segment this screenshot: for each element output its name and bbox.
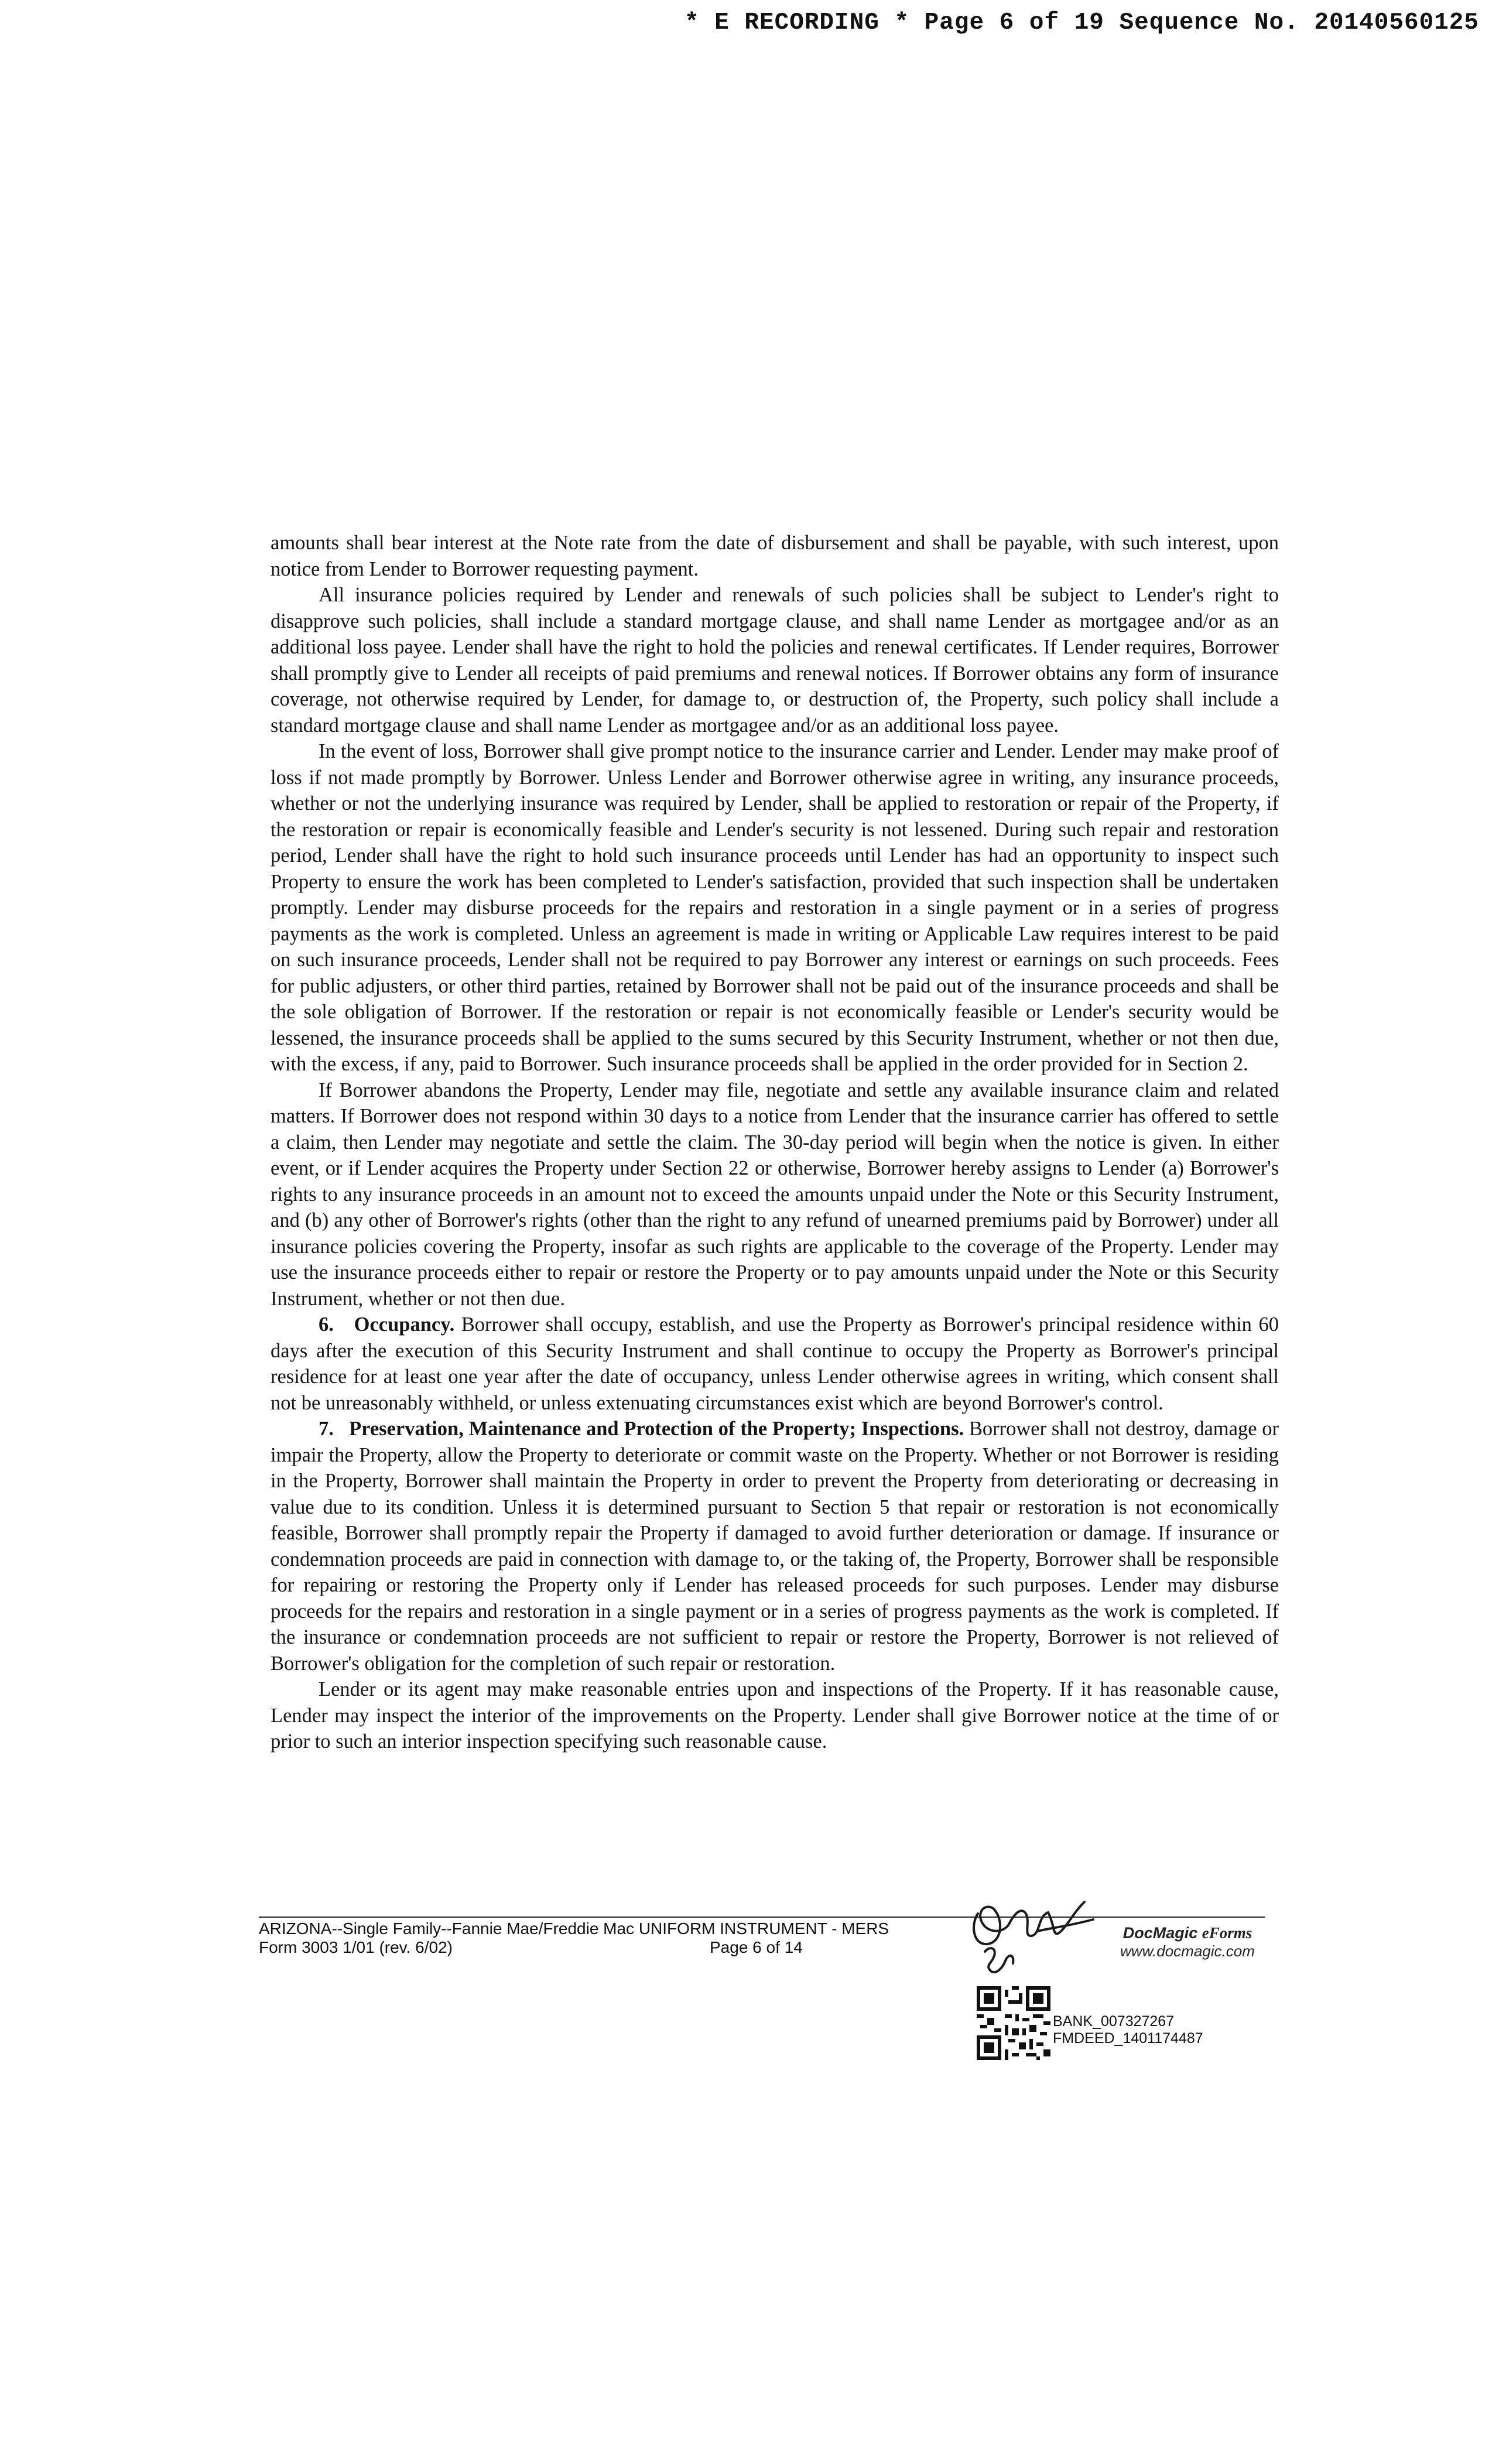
paragraph-event-of-loss: In the event of loss, Borrower shall give prompt notice to the insurance carrier and Lender. Lender may make proof of loss if not made promptly by Borrower. Unless Lender and Borrower otherwise agree in writing, any insurance proceeds, whether or not the underlying insurance was required by Lender, shall be applied to restoration or repair of the Property, if the restoration or repair is economically feasible and Lender's security is not lessened. During such repair and restoration period, Lender shall have the right to hold such insurance proceeds until Lender has had an opportunity to inspect such Property to ensure the work has been completed to Lender's satisfaction, provided that such inspection shall be undertaken promptly. Lender may disburse proceeds for the repairs and restoration in a single payment or in a series of progress payments as the work is completed. Unless an agreement is made in writing or Applicable Law requires interest to be paid on such insurance proceeds, Lender shall not be required to pay Borrower any interest or earnings on such proceeds. Fees for public adjusters, or other third parties, retained by Borrower shall not be paid out of the insurance proceeds and shall be the sole obligation of Borrower. If the restoration or repair is not economically feasible or Lender's security would be lessened, the insurance proceeds shall be applied to the sums secured by this Security Instrument, whether or not then due, with the excess, if any, paid to Borrower. Such insurance proceeds shall be applied in the order provided for in Section 2.	[271, 740, 1279, 1075]
document-body	[271, 530, 1279, 1755]
initials-signature-icon	[967, 1890, 1102, 1978]
section-7-text: Borrower shall not destroy, damage or impair the Property, allow the Property to deteriorate or commit waste on the Property. Whether or not Borrower is residing in the Property, Borrower shall maintain the Property in order to prevent the Property from deteriorating or decreasing in value due to its condition. Unless it is determined pursuant to Section 5 that repair or restoration is not economically feasible, Borrower shall promptly repair the Property if damaged to avoid further deterioration or damage. If insurance or condemnation proceeds are paid in connection with damage to, or the taking of, the Property, Borrower shall be responsible for repairing or restoring the Property only if Lender has released proceeds for such purposes. Lender may disburse proceeds for the repairs and restoration in a single payment or in a series of progress payments as the work is completed. If the insurance or condemnation proceeds are not sufficient to repair or restore the Property, Borrower is not relieved of Borrower's obligation for the completion of such repair or restoration.	[271, 1418, 1279, 1675]
document-codes	[1053, 2013, 1203, 2047]
recording-header: * E RECORDING * Page 6 of 19 Sequence No. 20140560125	[684, 9, 1479, 36]
section-6-title: Occupancy.	[354, 1313, 455, 1336]
paragraph-abandonment: If Borrower abandons the Property, Lender may file, negotiate and settle any available insurance claim and related matters. If Borrower does not respond within 30 days to a notice from Lender that the insurance carrier has offered to settle a claim, then Lender may negotiate and settle the claim. The 30-day period will begin when the notice is given. In either event, or if Lender acquires the Property under Section 22 or otherwise, Borrower hereby assigns to Lender (a) Borrower's rights to any insurance proceeds in an amount not to exceed the amounts unpaid under the Note or this Security Instrument, and (b) any other of Borrower's rights (other than the right to any refund of unearned premiums paid by Borrower) under all insurance policies covering the Property, insofar as such rights are applicable to the coverage of the Property. Lender may use the insurance proceeds either to repair or restore the Property or to pay amounts unpaid under the Note or this Security Instrument, whether or not then due.	[271, 1079, 1279, 1310]
section-6-text: Borrower shall occupy, establish, and use the Property as Borrower's principal residence within 60 days after the execution of this Security Instrument and shall continue to occupy the Property as Borrower's principal residence for at least one year after the date of occupancy, unless Lender otherwise agrees in writing, which consent shall not be unreasonably withheld, or unless extenuating circumstances exist which are beyond Borrower's control.	[271, 1313, 1279, 1414]
section-6-number: 6.	[319, 1313, 334, 1336]
qr-code-icon	[977, 1986, 1050, 2060]
section-7-title: Preservation, Maintenance and Protection of the Property; Inspections.	[349, 1418, 964, 1440]
paragraph-inspections: Lender or its agent may make reasonable entries upon and inspections of the Property. If it has reasonable cause, Lender may inspect the interior of the improvements on the Property. Lender shall give Borrower notice at the time of or prior to such an interior inspection specifying such reasonable cause.	[271, 1678, 1279, 1753]
docmagic-website: www.docmagic.com	[1120, 1942, 1255, 1960]
paragraph-continuation: amounts shall bear interest at the Note rate from the date of disbursement and shall be payable, with such interest, upon notice from Lender to Borrower requesting payment.	[271, 532, 1279, 580]
section-7-preservation	[271, 1416, 1279, 1676]
docmagic-logo: DocMagic eForms	[1122, 1924, 1252, 1942]
section-7-number: 7.	[319, 1418, 334, 1440]
footer-rule	[259, 1917, 1265, 1918]
page-number: Page 6 of 14	[710, 1938, 803, 1956]
bank-code: BANK_007327267	[1053, 2013, 1175, 2030]
fmdeed-code: FMDEED_1401174487	[1053, 2030, 1203, 2047]
form-footer	[259, 1919, 889, 1957]
paragraph-insurance-policies: All insurance policies required by Lender and renewals of such policies shall be subject to Lender's right to disapprove such policies, shall include a standard mortgage clause, and shall name Lender as mortgagee and/or as an additional loss payee. Lender shall have the right to hold the policies and renewal certificates. If Lender requires, Borrower shall promptly give to Lender all receipts of paid premiums and renewal notices. If Borrower obtains any form of insurance coverage, not otherwise required by Lender, for damage to, or destruction of, the Property, such policy shall include a standard mortgage clause and shall name Lender as mortgagee and/or as an additional loss payee.	[271, 584, 1279, 737]
docmagic-branding	[1106, 1924, 1269, 1960]
section-6-occupancy	[271, 1312, 1279, 1416]
form-title: ARIZONA--Single Family--Fannie Mae/Freddie Mac UNIFORM INSTRUMENT - MERS	[259, 1919, 889, 1938]
form-number: Form 3003 1/01 (rev. 6/02)	[259, 1938, 453, 1956]
